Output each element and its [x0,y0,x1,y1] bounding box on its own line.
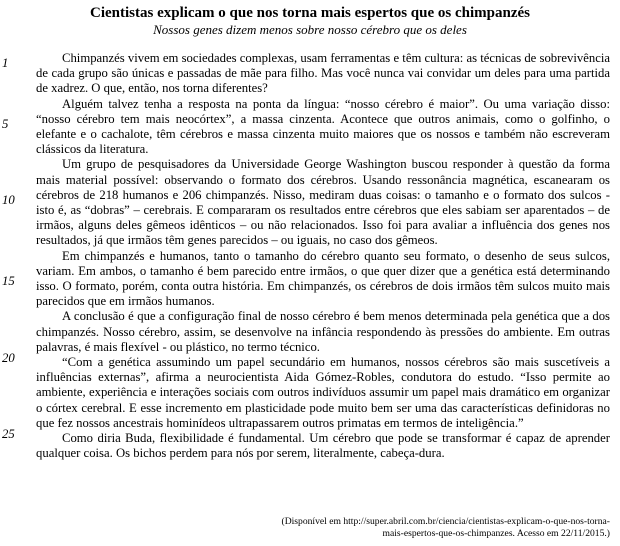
paragraph: “Com a genética assumindo um papel secundário em humanos, nossos cérebros são mais suscetíveis a influências externas”, afirma a neurocientista Aida Gómez-Robles, condutora do estudo. “Isso permite ao ambiente, experiência e interações sociais com outros indivíduos assumir um papel mais dramático em organizar o córtex cerebral. E esse incremento em plasticidade pode muito bem ser uma das características definidoras no que fez nossos ancestrais hominídeos ultrapassarem outros primatas em termos de inteligência.” [36,355,610,430]
paragraph: Em chimpanzés e humanos, tanto o tamanho do cérebro quanto seu formato, o desenho de seus sulcos, variam. Em ambos, o tamanho é bem parecido entre irmãos, o que quer dizer que a genética está determinando isso. O formato, porém, conta outra história. Em chimpanzés, os cérebros de dois irmãos têm sulcos muito mais parecidos que em irmãos humanos. [36,248,610,309]
paragraph: Como diria Buda, flexibilidade é fundamental. Um cérebro que pode se transformar é capaz de aprender qualquer coisa. Os bichos perdem para nós por serem, literalmente, cabeça-dura. [36,431,610,461]
line-number: 1 [2,56,9,70]
line-number: 10 [2,193,15,207]
article-title: Cientistas explicam o que nos torna mais espertos que os chimpanzés [89,5,530,21]
line-number: 15 [2,274,15,288]
paragraph: Um grupo de pesquisadores da Universidade George Washington buscou responder à questão da forma mais material possível: observando o formato dos cérebros. Usando ressonância magnética, escanearam os cérebros de 218 humanos e 206 chimpanzés. Nisso, mediram duas coisas: o tamanho e o formato dos sulcos - isto é, as “dobras” – cerebrais. E compararam os resultados entre cérebros que eles sabiam ser aparentados – de irmãos, alguns deles gêmeos idênticos – ou não relacionados. Isso foi para avaliar a influência dos genes nos resultados, já que irmãos têm genes parecidos – ou iguais, no caso dos gêmeos. [36,157,610,248]
line-number: 20 [2,351,15,365]
article-body [36,51,610,461]
article-subtitle: Nossos genes dizem menos sobre nosso cérebro que os deles [153,22,467,37]
source-line: (Disponível em http://super.abril.com.br/ciencia/cientistas-explicam-o-que-nos-torna- [281,516,610,527]
paragraph: Chimpanzés vivem em sociedades complexas, usam ferramentas e têm cultura: as técnicas de sobrevivência de cada grupo são únicas e passadas de mãe para filho. Mas você nunca vai convidar um deles para uma partida de xadrez. O que, então, nos torna diferentes? [36,51,610,96]
line-number: 5 [2,117,9,131]
source-line: mais-espertos-que-os-chimpanzes. Acesso em 22/11/2015.) [382,528,610,539]
source-citation [190,516,610,540]
line-number: 25 [2,427,15,441]
paragraph: A conclusão é que a configuração final de nosso cérebro é bem menos determinada pela genética que a dos chimpanzés. Nosso cérebro, assim, se desenvolve na infância respondendo às pressões do ambiente. Em outras palavras, é mais flexível - ou plástico, no termo técnico. [36,309,610,354]
paragraph: Alguém talvez tenha a resposta na ponta da língua: “nosso cérebro é maior”. Ou uma variação disso: “nosso cérebro tem mais neocórtex”, a massa cinzenta. Acontece que outros animais, como o golfinho, o elefante e o cachalote, têm cérebros e massa cinzenta muito maiores que os nossos e também não escreveram clássicos da literatura. [36,96,610,157]
